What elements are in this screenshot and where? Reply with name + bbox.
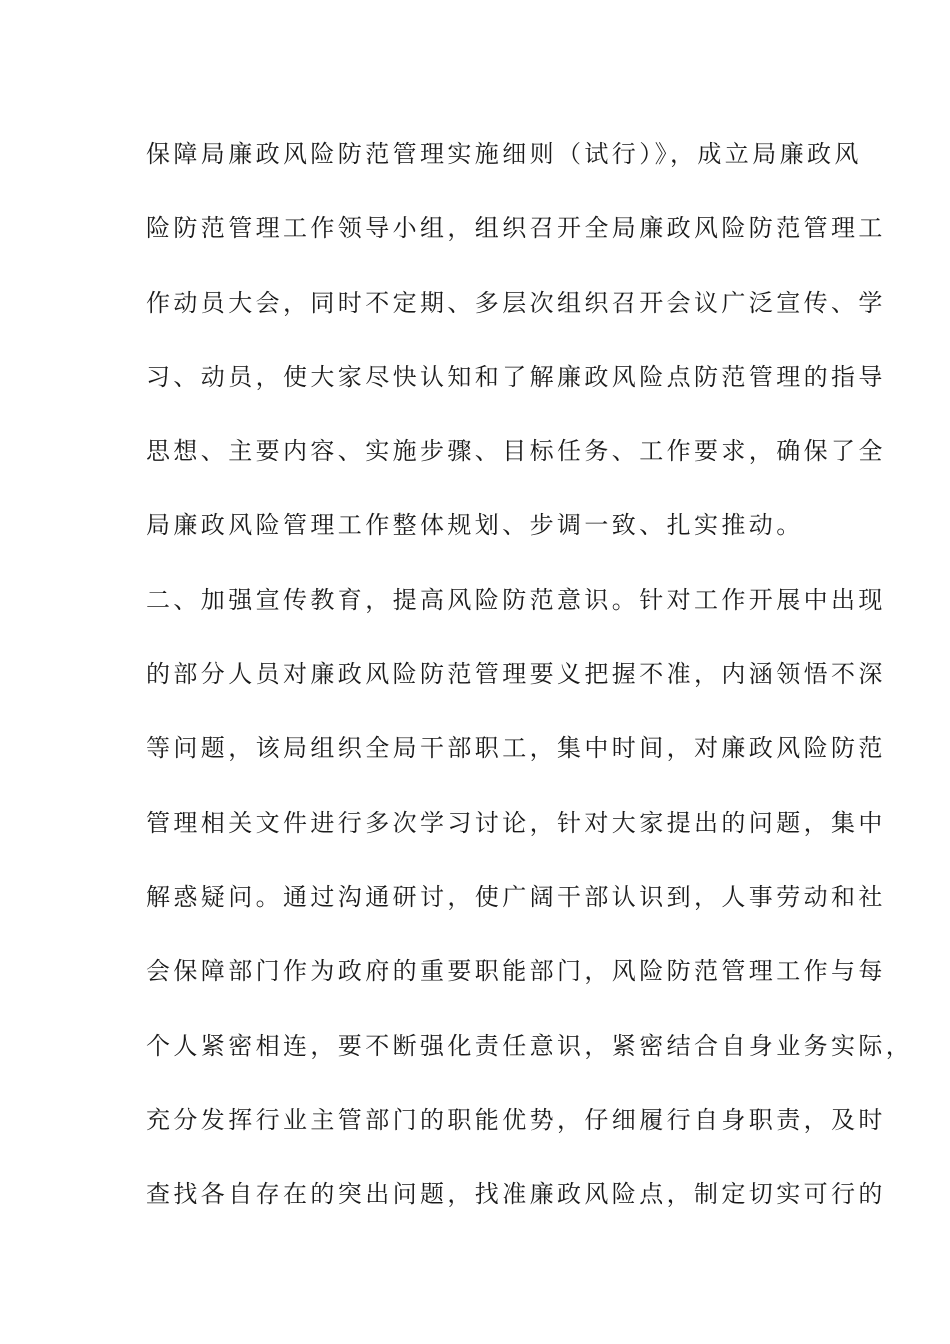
text-line: 个人紧密相连，要不断强化责任意识，紧密结合自身业务实际， <box>146 1031 914 1060</box>
text-line: 解惑疑问。通过沟通研讨，使广阔干部认识到，人事劳动和社 <box>146 882 886 911</box>
text-line: 等问题，该局组织全局干部职工，集中时间，对廉政风险防范 <box>146 734 886 763</box>
text-line: 管理相关文件进行多次学习讨论，针对大家提出的问题，集中 <box>146 808 886 837</box>
text-line: 保障局廉政风险防范管理实施细则（试行）》，成立局廉政风 <box>146 140 862 168</box>
text-line: 查找各自存在的突出问题，找准廉政风险点，制定切实可行的 <box>146 1180 886 1209</box>
text-line: 的部分人员对廉政风险防范管理要义把握不准，内涵领悟不深 <box>146 660 886 689</box>
text-line: 作动员大会，同时不定期、多层次组织召开会议广泛宣传、学 <box>146 288 886 317</box>
text-line: 二、加强宣传教育，提高风险防范意识。针对工作开展中出现 <box>146 585 886 614</box>
text-line: 思想、主要内容、实施步骤、目标任务、工作要求，确保了全 <box>146 437 886 466</box>
body-text <box>146 132 914 1246</box>
text-line: 局廉政风险管理工作整体规划、步调一致、扎实推动。 <box>146 511 804 540</box>
text-line: 充分发挥行业主管部门的职能优势，仔细履行自身职责，及时 <box>146 1105 886 1134</box>
text-line: 险防范管理工作领导小组，组织召开全局廉政风险防范管理工 <box>146 214 886 243</box>
text-line: 会保障部门作为政府的重要职能部门，风险防范管理工作与每 <box>146 957 886 986</box>
text-line: 习、动员，使大家尽快认知和了解廉政风险点防范管理的指导 <box>146 362 886 391</box>
